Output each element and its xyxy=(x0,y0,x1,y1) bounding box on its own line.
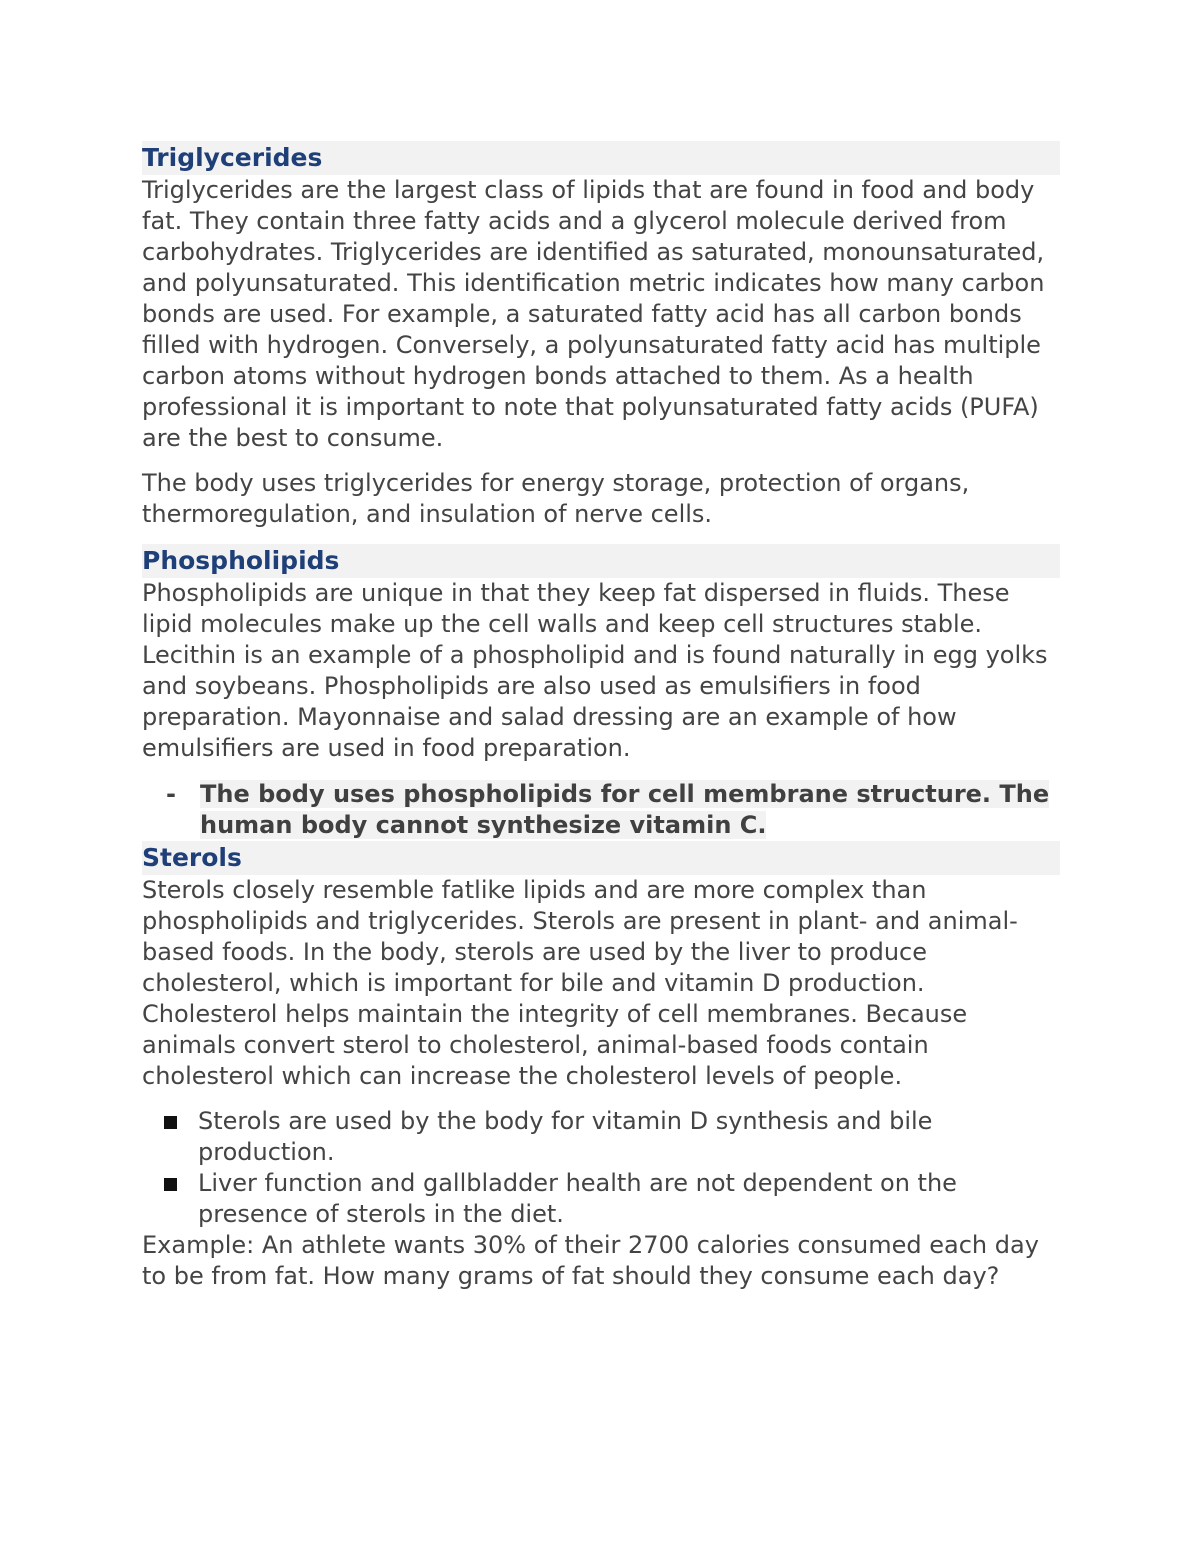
list-item xyxy=(142,1106,1060,1168)
list-item-text: Sterols are used by the body for vitamin D synthesis and bile production. xyxy=(198,1107,933,1166)
dash-marker: - xyxy=(166,780,176,808)
example-paragraph: Example: An athlete wants 30% of their 2700 calories consumed each day to be from fat. How many grams of fat should they consume each day? xyxy=(142,1231,1039,1290)
sterols-paragraph: Sterols closely resemble fatlike lipids and are more complex than phospholipids and triglycerides. Sterols are present in plant- and animal-based foods. In the body, sterols are used by the liver to produce cholesterol, which is important for bile and vitamin D production. Cholesterol helps maintain the integrity of cell membranes. Because animals convert sterol to cholesterol, animal-based foods contain cholesterol which can increase the cholesterol levels of people. xyxy=(142,876,1018,1090)
phospholipids-paragraph: Phospholipids are unique in that they keep fat dispersed in fluids. These lipid molecules make up the cell walls and keep cell structures stable. Lecithin is an example of a phospholipid and is found naturally in egg yolks and soybeans. Phospholipids are also used as emulsifiers in food preparation. Mayonnaise and salad dressing are an example of how emulsifiers are used in food preparation. xyxy=(142,579,1048,762)
phospholipids-heading: Phospholipids xyxy=(142,544,1060,578)
list-item xyxy=(142,1168,1060,1230)
square-bullet-icon xyxy=(164,1178,177,1191)
list-item-text: Liver function and gallbladder health are not dependent on the presence of sterols in the diet. xyxy=(198,1169,957,1228)
document-page xyxy=(142,141,1060,1292)
triglycerides-paragraph: Triglycerides are the largest class of lipids that are found in food and body fat. They contain three fatty acids and a glycerol molecule derived from carbohydrates. Triglycerides are identified as saturated, monounsaturated, and polyunsaturated. This identification metric indicates how many carbon bonds are used. For example, a saturated fatty acid has all carbon bonds filled with hydrogen. Conversely, a polyunsaturated fatty acid has multiple carbon atoms without hydrogen bonds attached to them. As a health professional it is important to note that polyunsaturated fatty acids (PUFA) are the best to consume. xyxy=(142,176,1045,452)
triglycerides-heading: Triglycerides xyxy=(142,141,1060,175)
sterols-bullet-list xyxy=(142,1106,1060,1230)
triglycerides-uses-paragraph: The body uses triglycerides for energy storage, protection of organs, thermoregulation, and insulation of nerve cells. xyxy=(142,469,970,528)
sterols-heading: Sterols xyxy=(142,841,1060,875)
dash-item-text: The body uses phospholipids for cell membrane structure. The human body cannot synthesize vitamin C. xyxy=(200,780,1050,839)
phospholipids-dash-item xyxy=(142,779,1060,841)
square-bullet-icon xyxy=(164,1116,177,1129)
